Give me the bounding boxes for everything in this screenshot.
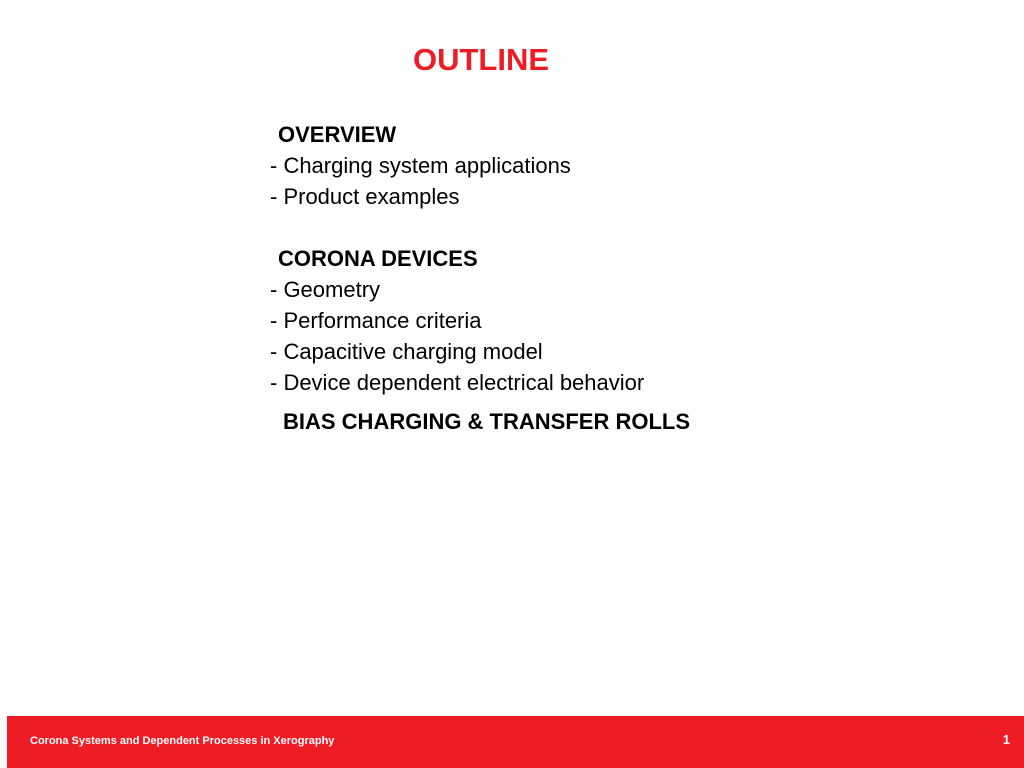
footer-bar: [7, 716, 1024, 768]
bullet-item: - Capacitive charging model: [270, 339, 543, 364]
section-overview: [270, 119, 690, 212]
section-corona-devices: [270, 243, 690, 398]
bullet-item: - Geometry: [270, 277, 381, 302]
bullet-item: - Product examples: [270, 184, 460, 209]
section-heading-bias-charging: BIAS CHARGING & TRANSFER ROLLS: [283, 409, 690, 434]
bullet-item: - Charging system applications: [270, 153, 571, 178]
section-heading-corona-devices: CORONA DEVICES: [278, 246, 478, 271]
bullet-item: - Performance criteria: [270, 308, 482, 333]
footer-title: Corona Systems and Dependent Processes in Xerography: [30, 735, 335, 747]
page-number: 1: [1002, 732, 1010, 747]
slide-title: OUTLINE: [412, 42, 550, 77]
outline-content: [270, 119, 690, 437]
section-heading-overview: OVERVIEW: [278, 122, 397, 147]
bullet-item: - Device dependent electrical behavior: [270, 370, 645, 395]
